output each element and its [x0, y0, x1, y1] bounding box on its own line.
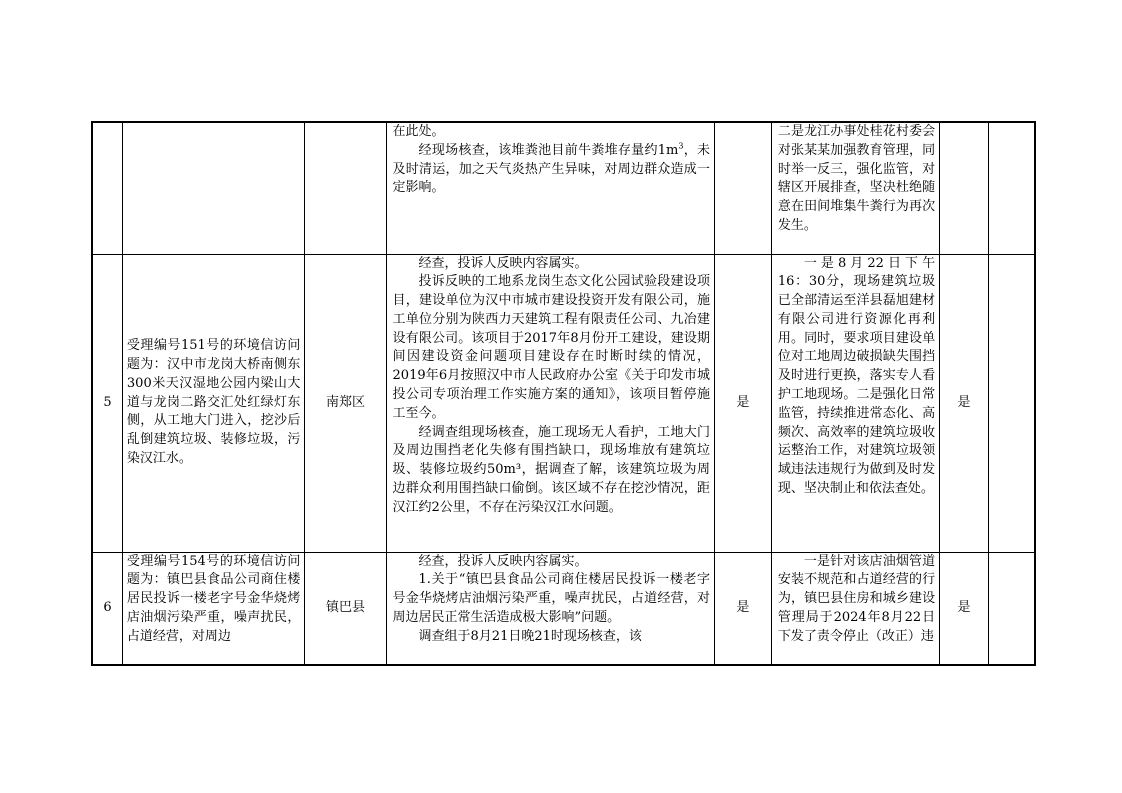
finding-paragraph: 在此处。 [392, 124, 445, 139]
action-paragraph: 一是8月22日下午16：30分，现场建筑垃圾已全部清运至洋县磊旭建材有限公司进行资源化再利用。同时，要求项目建设单位对工地周边破损缺失围挡及时进行更换，落实专人看护工地现场。二是强化日常监管，持续推进常态化、高频次、高效率的建筑垃圾收运整治工作，对建筑垃圾领域违法违规行为做到及时发现、坚决制止和依法查处。 [777, 255, 936, 497]
table-row [92, 254, 1035, 552]
action-cell [771, 254, 939, 552]
issue-cell [122, 552, 305, 665]
issue-text: 受理编号151号的环境信访问题为：汉中市龙岗大桥南侧东300米天汉湿地公园内梁山大道与龙岗二路交汇处红绿灯东侧，从工地大门进入，挖沙后乱倒建筑垃圾、装修垃圾，污染汉江水。 [126, 338, 301, 466]
finding-paragraph: 调查组于8月21日晚21时现场核查，该 [418, 628, 642, 644]
action-paragraph: 一是针对该店油烟管道安装不规范和占道经营的行为，镇巴县住房和城乡建设管理局于2024年8月22日下发了责令停止（改正）违 [777, 553, 936, 644]
issue-cell [122, 122, 305, 254]
issue-text: 受理编号154号的环境信访问题为：镇巴县食品公司商住楼居民投诉一楼老字号金华烧烤店油烟污染严重，噪声扰民，占道经营，对周边 [126, 553, 301, 644]
finding-paragraph: 经现场核查，该堆粪池目前牛粪堆存量约$1m^3$，未及时清运，加之天气炎热产生异味，对周边群众造成一定影响。 [392, 141, 711, 196]
region-cell: 镇巴县 [305, 552, 386, 665]
region-cell: 南郑区 [305, 254, 386, 552]
note-cell [988, 254, 1035, 552]
finding-paragraph: 经查，投诉人反映内容属实。 [418, 553, 588, 569]
is-true-cell: 是 [715, 552, 772, 665]
region-cell [305, 122, 386, 254]
finding-cell [386, 254, 715, 552]
finding-paragraph: 投诉反映的工地系龙岗生态文化公园试验段建设项目，建设单位为汉中市城市建设投资开发有限公司，施工单位分别为陕西力天建筑工程有限责任公司、九冶建设有限公司。该项目于2017年8月份开工建设，建设期间因建设资金问题项目建设存在时断时续的情况，2019年6月按照汉中市人民政府办公室《关于印发市城投公司专项治理工作实施方案的通知》，该项目暂停施工至今。 [392, 274, 711, 421]
finding-cell [386, 552, 715, 665]
complaint-table [91, 121, 1036, 666]
action-cell [771, 552, 939, 665]
finding-cell [386, 122, 715, 254]
note-cell [988, 122, 1035, 254]
row-number: 6 [92, 552, 122, 665]
table-row [92, 552, 1035, 665]
row-number: 5 [92, 254, 122, 552]
finding-paragraph: 经查，投诉人反映内容属实。 [418, 255, 588, 271]
is-true-cell: 是 [715, 254, 772, 552]
issue-cell [122, 254, 305, 552]
action-paragraph: 二是龙江办事处桂花村委会对张某某加强教育管理，同时举一反三，强化监管，对辖区开展排查，坚决杜绝随意在田间堆集牛粪行为再次发生。 [777, 124, 936, 233]
row-number [92, 122, 122, 254]
completed-cell: 是 [940, 254, 989, 552]
completed-cell [940, 122, 989, 254]
finding-paragraph: 经调查组现场核查，施工现场无人看护，工地大门及周边围挡老化失修有围挡缺口，现场堆放有建筑垃圾、装修垃圾约50m³，据调查了解，该建筑垃圾为周边群众利用围挡缺口偷倒。该区域不存在挖沙情况，距汉江约2公里，不存在污染汉江水问题。 [392, 424, 711, 515]
completed-cell: 是 [940, 552, 989, 665]
finding-paragraph: 1.关于“镇巴县食品公司商住楼居民投诉一楼老字号金华烧烤店油烟污染严重，噪声扰民，占道经营，对周边居民正常生活造成极大影响”问题。 [392, 572, 711, 625]
action-cell [771, 122, 939, 254]
note-cell [988, 552, 1035, 665]
is-true-cell [715, 122, 772, 254]
table-row [92, 122, 1035, 254]
